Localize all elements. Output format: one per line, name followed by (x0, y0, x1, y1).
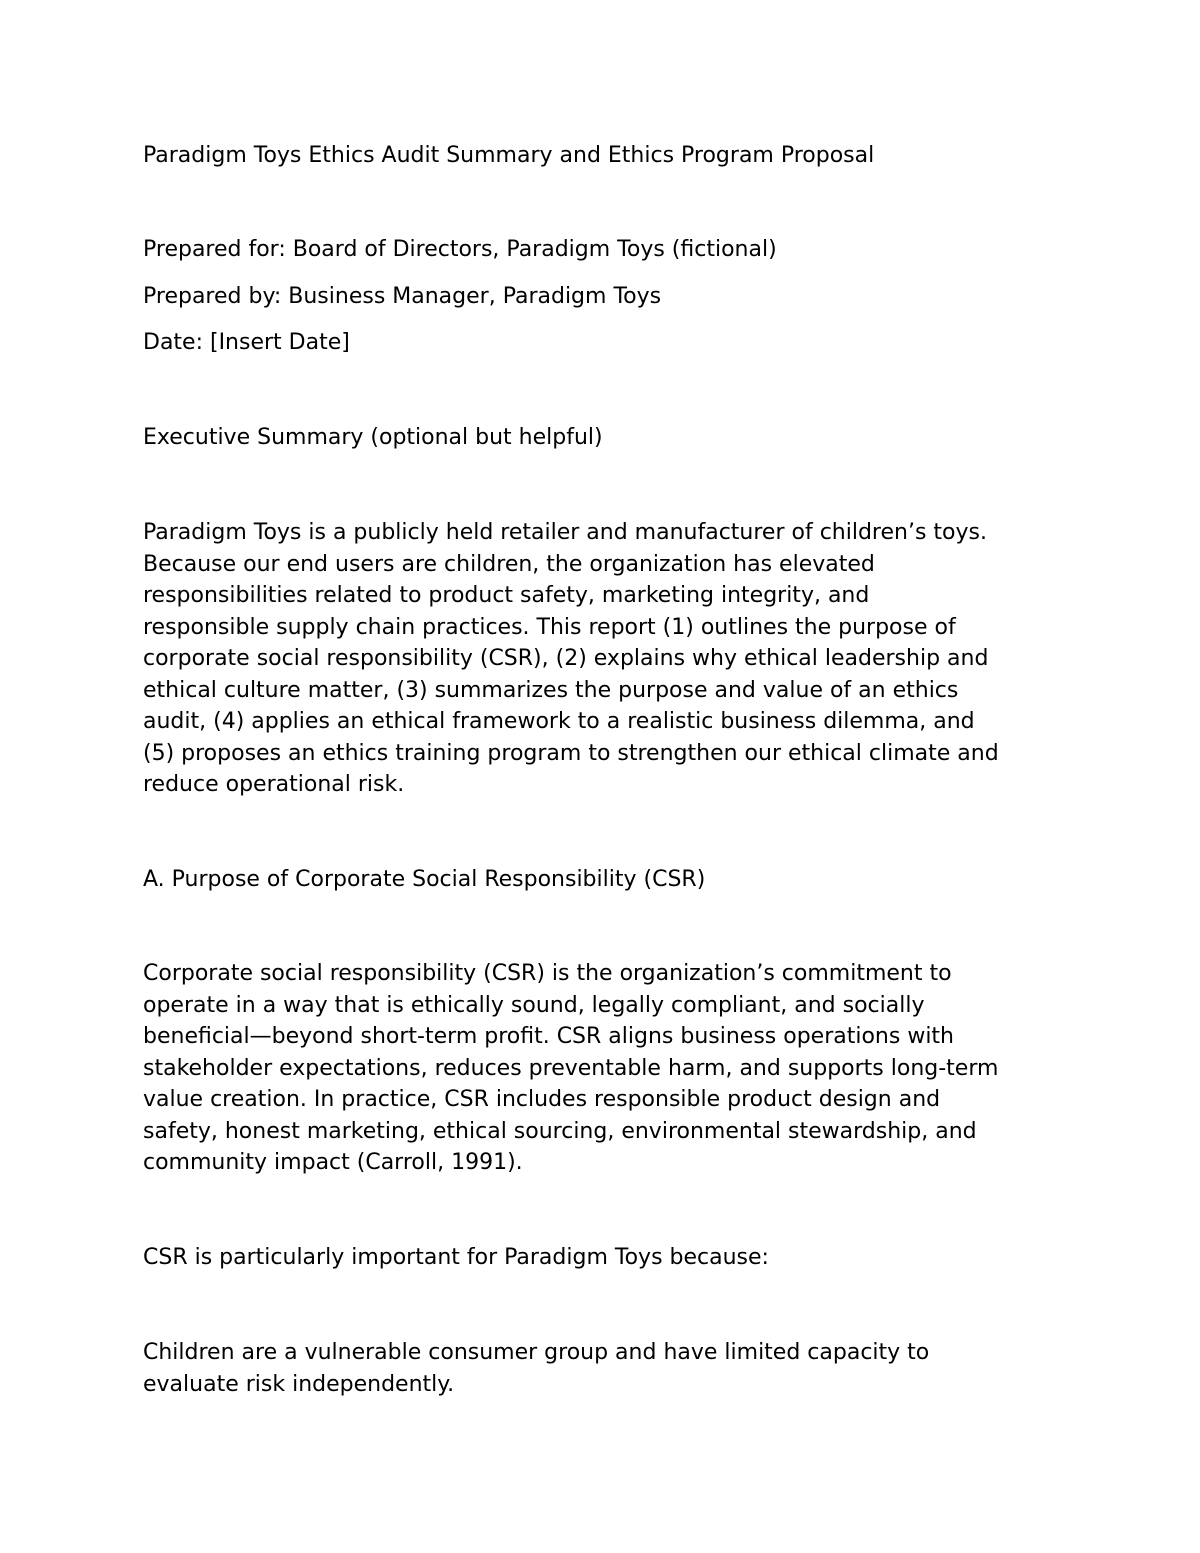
paragraph-line: community impact (Carroll, 1991). (143, 1150, 523, 1175)
children-point-paragraph (143, 1337, 929, 1400)
paragraph-line: stakeholder expectations, reduces preventable harm, and supports long-term (143, 1055, 999, 1081)
paragraph-line: audit, (4) applies an ethical framework to a realistic business dilemma, and (143, 709, 975, 734)
section-a-paragraph (143, 958, 998, 1179)
executive-summary-paragraph (143, 517, 999, 801)
paragraph-line: operate in a way that is ethically sound, legally compliant, and socially (143, 992, 925, 1018)
paragraph-line: responsible supply chain practices. This report (1) outlines the purpose of (143, 614, 956, 640)
paragraph-line: safety, honest marketing, ethical sourcing, environmental stewardship, and (143, 1118, 977, 1144)
paragraph-line: reduce operational risk. (143, 772, 405, 797)
paragraph-line: Paradigm Toys is a publicly held retailer and manufacturer of children’s toys. (143, 520, 987, 545)
paragraph-line: value creation. In practice, CSR includes responsible product design and (143, 1087, 941, 1112)
executive-summary-heading: Executive Summary (optional but helpful) (143, 425, 603, 450)
paragraph-line: Corporate social responsibility (CSR) is the organization’s commitment to (143, 961, 952, 986)
prepared-by: Prepared by: Business Manager, Paradigm Toys (143, 284, 662, 309)
paragraph-line: responsibilities related to product safety, marketing integrity, and (143, 583, 870, 608)
paragraph-line: (5) proposes an ethics training program to strengthen our ethical climate and (143, 740, 999, 766)
document-title: Paradigm Toys Ethics Audit Summary and Ethics Program Proposal (143, 143, 875, 168)
csr-importance-intro: CSR is particularly important for Paradigm Toys because: (143, 1245, 769, 1270)
section-a-heading: A. Purpose of Corporate Social Responsibility (CSR) (143, 867, 706, 892)
paragraph-line: evaluate risk independently. (143, 1371, 455, 1397)
paragraph-line: Because our end users are children, the organization has elevated (143, 551, 875, 577)
paragraph-line: beneficial—beyond short-term profit. CSR aligns business operations with (143, 1024, 955, 1049)
document-date: Date: [Insert Date] (143, 330, 350, 355)
paragraph-line: Children are a vulnerable consumer group and have limited capacity to (143, 1340, 930, 1365)
prepared-for: Prepared for: Board of Directors, Paradigm Toys (fictional) (143, 237, 777, 262)
paragraph-line: corporate social responsibility (CSR), (2) explains why ethical leadership and (143, 646, 989, 671)
paragraph-line: ethical culture matter, (3) summarizes the purpose and value of an ethics (143, 677, 959, 703)
